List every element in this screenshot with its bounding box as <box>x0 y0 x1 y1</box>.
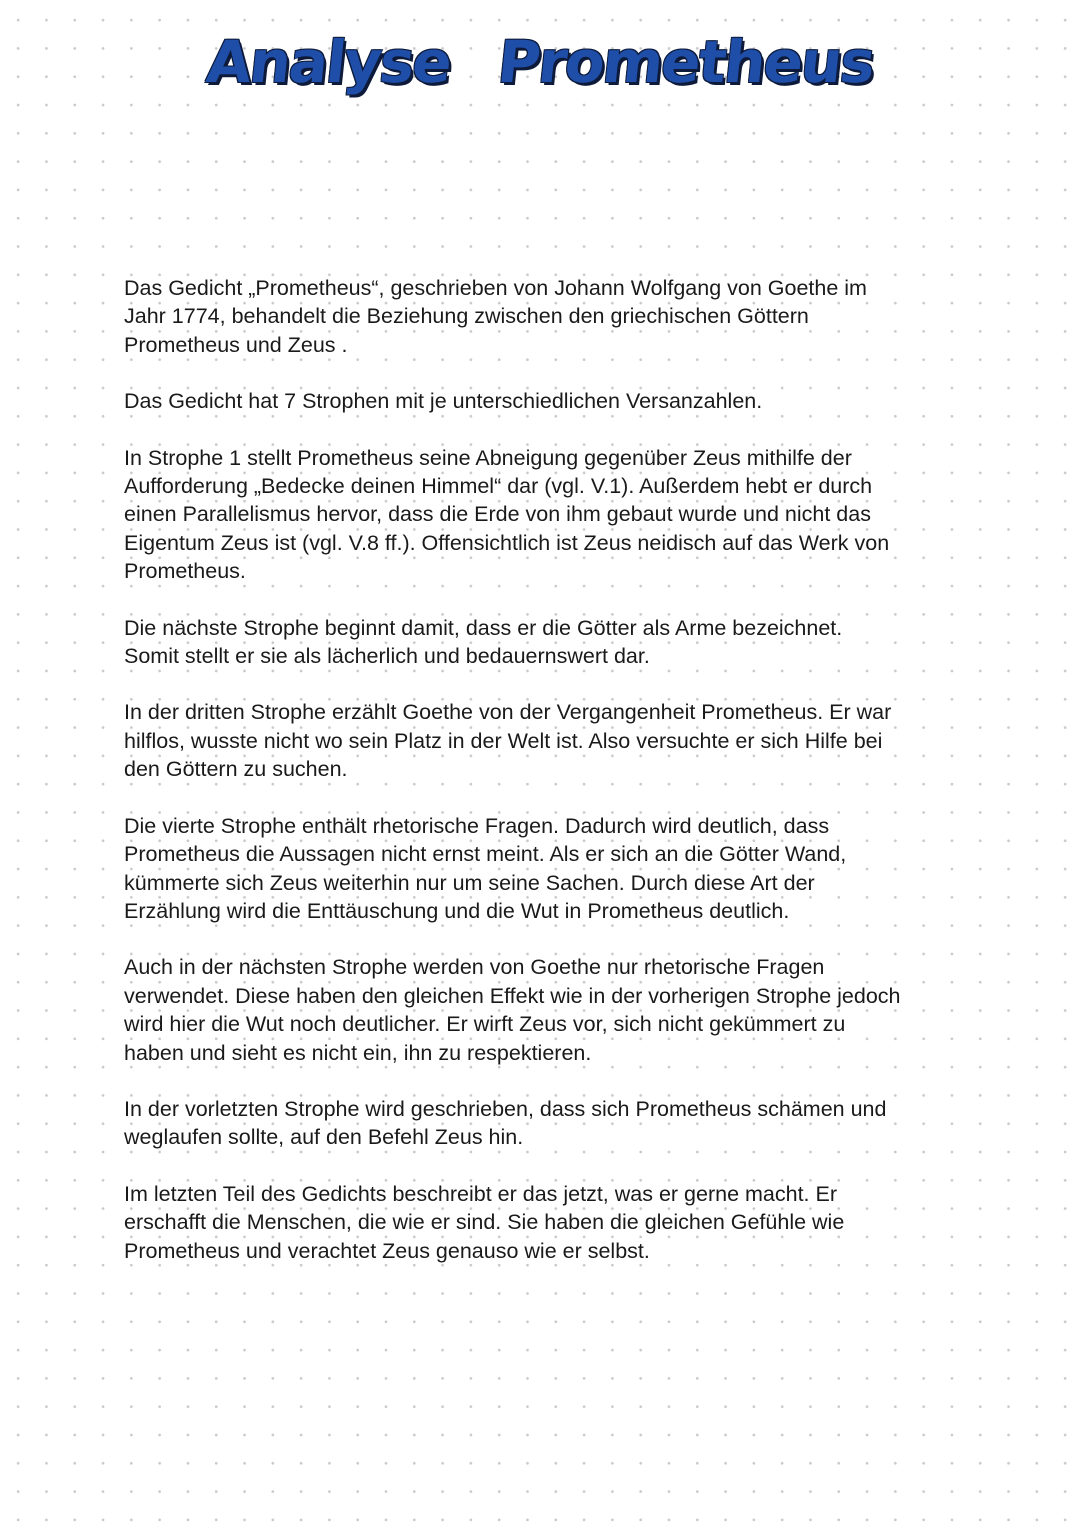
page-title: Analyse Prometheus <box>203 28 877 96</box>
paragraph-stanza-7: Im letzten Teil des Gedichts beschreibt er das jetzt, was er gerne macht. Er erschafft die Menschen, die wie er sind. Sie haben die gleichen Gefühle wie Prometheus und verachtet Zeus genauso wie er selbst. <box>124 1181 845 1263</box>
paragraph-stanza-5: Auch in der nächsten Strophe werden von Goethe nur rhetorische Fragen verwendet. Diese haben den gleichen Effekt wie in der vorherigen Strophe jedoch wird hier die Wut noch deutlicher. Er wirft Zeus vor, sich nicht gekümmert zu haben und sieht es nicht ein, ihn zu respektieren. <box>124 955 901 1065</box>
paragraph-stanza-3: In der dritten Strophe erzählt Goethe von der Vergangenheit Prometheus. Er war hilflos, wusste nicht wo sein Platz in der Welt ist. Also versuchte er sich Hilfe bei den Göttern zu suchen. <box>124 700 892 782</box>
paragraph-stanza-4: Die vierte Strophe enthält rhetorische Fragen. Dadurch wird deutlich, dass Prometheus die Aussagen nicht ernst meint. Als er sich an die Götter Wand, kümmerte sich Zeus weiterhin nur um seine Sachen. Durch diese Art der Erzählung wird die Enttäuschung und die Wut in Prometheus deutlich. <box>124 813 847 923</box>
paragraph-stanza-2: Die nächste Strophe beginnt damit, dass er die Götter als Arme bezeichnet. Somit stellt er sie als lächerlich und bedauernswert dar. <box>124 615 843 669</box>
paragraph-stanza-6: In der vorletzten Strophe wird geschrieben, dass sich Prometheus schämen und weglaufen sollte, auf den Befehl Zeus hin. <box>124 1096 887 1150</box>
paragraph-stanza-1: In Strophe 1 stellt Prometheus seine Abneigung gegenüber Zeus mithilfe der Aufforderung „Bedecke deinen Himmel“ dar (vgl. V.1). Außerdem hebt er durch einen Parallelismus hervor, dass die Erde von ihm gebaut wurde und nicht das Eigentum Zeus ist (vgl. V.8 ff.). Offensichtlich ist Zeus neidisch auf das Werk von Prometheus. <box>124 445 890 584</box>
paragraph-structure: Das Gedicht hat 7 Strophen mit je unterschiedlichen Versanzahlen. <box>124 389 763 414</box>
paragraph-intro: Das Gedicht „Prometheus“, geschrieben von Johann Wolfgang von Goethe im Jahr 1774, behandelt die Beziehung zwischen den griechischen Göttern Prometheus und Zeus . <box>124 276 867 357</box>
analysis-text <box>124 274 1004 1293</box>
